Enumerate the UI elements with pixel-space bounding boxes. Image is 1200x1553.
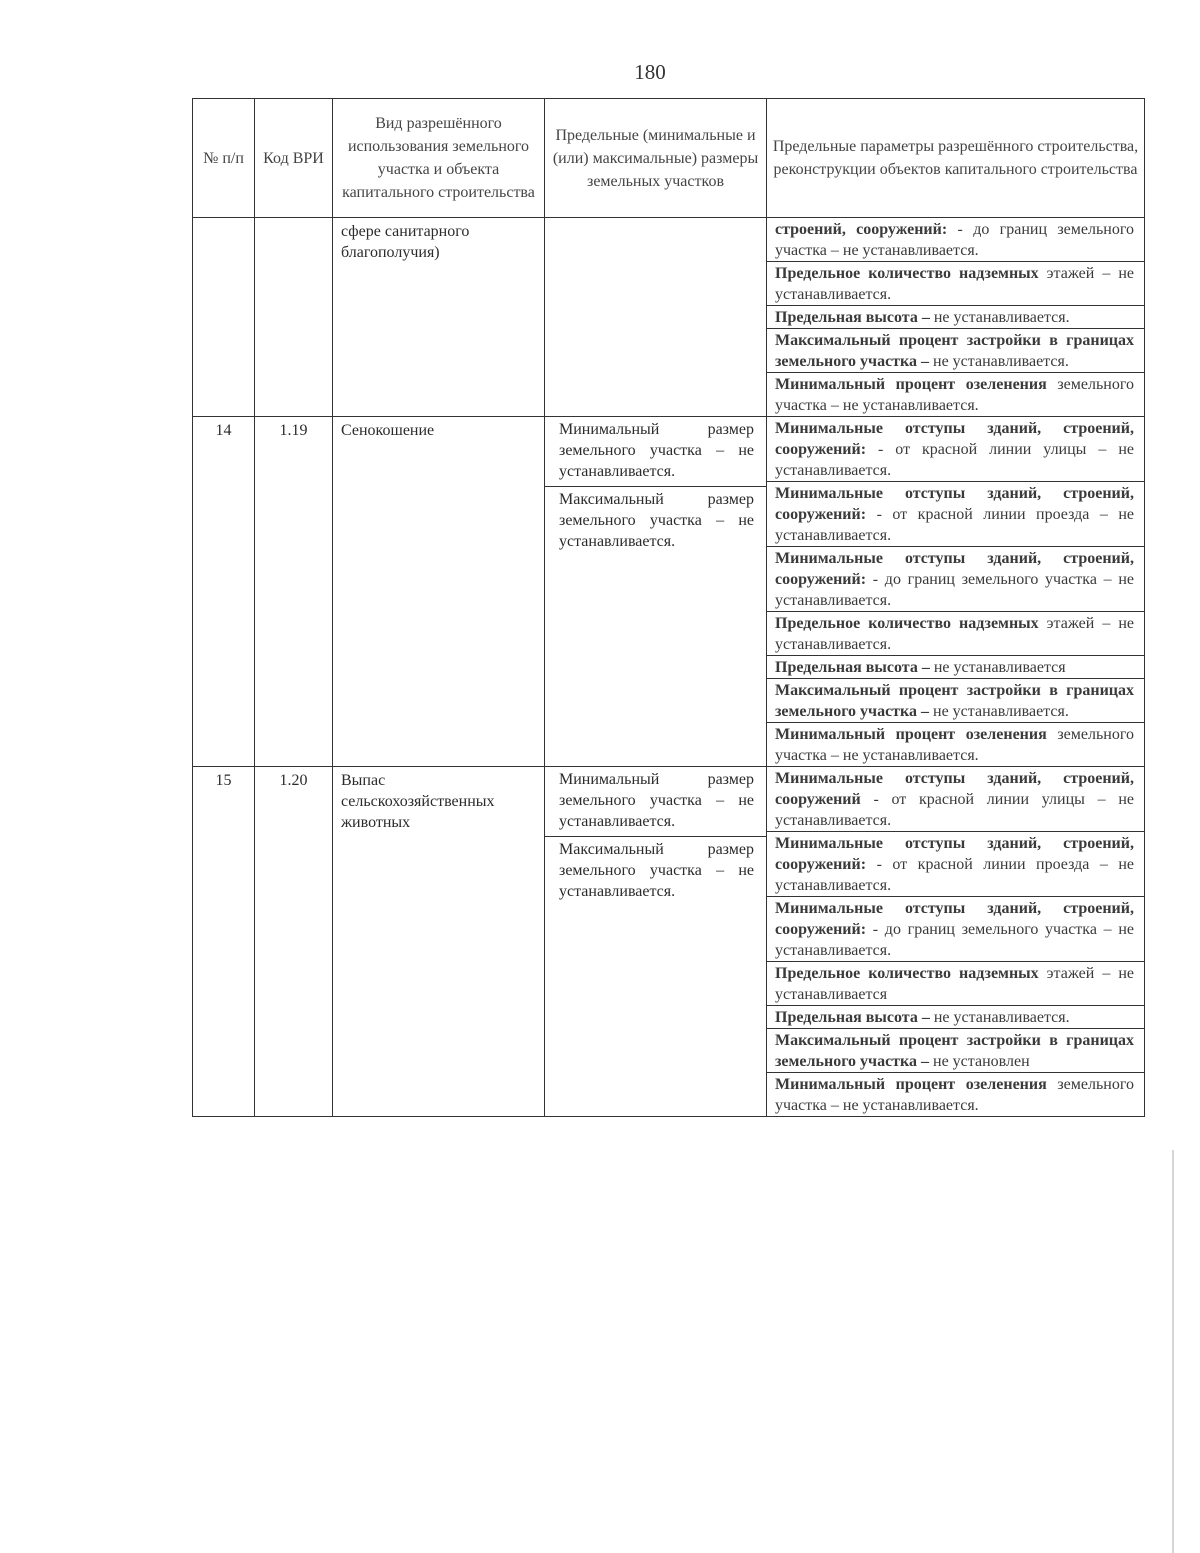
size-limit: Минимальный размер земельного участка – не устанавливается. — [559, 771, 754, 830]
param-item — [767, 261, 1144, 305]
row-use-type: Выпас сельскохозяйственных животных — [333, 767, 545, 1117]
param-value: этажей – не устанавливается — [775, 965, 1135, 1003]
param-head: Минимальные отступы зданий, строений, сооружений: — [775, 900, 1134, 938]
param-item — [767, 305, 1144, 328]
table-row — [193, 218, 1145, 417]
param-item — [767, 546, 1144, 611]
header-params: Предельные параметры разрешённого строительства, реконструкции объектов капитального строительства — [767, 99, 1145, 218]
param-item — [767, 961, 1144, 1005]
param-head: Минимальные отступы зданий, строений, сооружений: — [775, 485, 1134, 523]
scan-edge-line — [1172, 1150, 1174, 1553]
param-head: Предельная высота – — [775, 659, 930, 676]
param-item — [767, 896, 1144, 961]
param-item — [767, 655, 1144, 678]
table-header-row — [193, 99, 1145, 218]
table-row — [193, 767, 1145, 1117]
header-num: № п/п — [193, 99, 255, 218]
param-value: не устанавливается. — [933, 703, 1069, 720]
table-row — [193, 417, 1145, 767]
row-sizes — [545, 417, 767, 767]
param-head: Минимальные отступы зданий, строений, сооружений: — [775, 835, 1134, 873]
param-head: Предельная высота – — [775, 1009, 930, 1026]
param-item — [767, 372, 1144, 416]
param-value: не устанавливается. — [933, 309, 1070, 326]
header-sizes: Предельные (минимальные и (или) максимальные) размеры земельных участков — [545, 99, 767, 218]
param-value: - от красной линии проезда – не устанавливается. — [775, 856, 1134, 894]
param-head: Предельное количество надземных — [775, 965, 1039, 982]
row-params — [767, 218, 1145, 417]
param-item — [767, 1072, 1144, 1116]
param-value: этажей – не устанавливается. — [775, 265, 1135, 303]
param-value: - до границ земельного участка – не устанавливается. — [775, 921, 1134, 959]
param-head: Минимальные отступы зданий, строений, сооружений: — [775, 420, 1134, 458]
row-code: 1.19 — [255, 417, 333, 767]
param-value: - от красной линии проезда – не устанавливается. — [775, 506, 1134, 544]
header-code: Код ВРИ — [255, 99, 333, 218]
param-item — [767, 831, 1144, 896]
param-head: Минимальный процент озеленения — [775, 1076, 1047, 1093]
param-item — [767, 481, 1144, 546]
regulations-table — [192, 98, 1145, 1117]
param-head: строений, сооружений: — [775, 221, 948, 238]
row-sizes — [545, 767, 767, 1117]
param-value: - до границ земельного участка – не устанавливается. — [775, 221, 1134, 259]
param-head: Минимальные отступы зданий, строений, сооружений — [775, 770, 1134, 808]
size-limit: Минимальный размер земельного участка – не устанавливается. — [559, 421, 754, 480]
param-value: земельного участка – не устанавливается. — [775, 376, 1135, 414]
param-value: земельного участка – не устанавливается. — [775, 1076, 1135, 1114]
row-use-type: Сенокошение — [333, 417, 545, 767]
table-body — [193, 218, 1145, 1117]
param-item — [767, 1028, 1144, 1072]
row-params — [767, 767, 1145, 1117]
param-item — [767, 1005, 1144, 1028]
param-item — [767, 328, 1144, 372]
size-limit: Максимальный размер земельного участка – не устанавливается. — [545, 836, 766, 906]
row-use-type: сфере санитарного благополучия) — [333, 218, 545, 417]
param-item — [767, 722, 1144, 766]
row-number: 14 — [193, 417, 255, 767]
param-value: не устанавливается. — [933, 1009, 1070, 1026]
param-value: - до границ земельного участка – не устанавливается. — [775, 571, 1134, 609]
row-sizes — [545, 218, 767, 417]
header-use: Вид разрешённого использования земельного участка и объекта капитального строительства — [333, 99, 545, 218]
row-code: 1.20 — [255, 767, 333, 1117]
param-value: - от красной линии улицы – не устанавливается. — [775, 441, 1134, 479]
param-item — [767, 767, 1144, 831]
param-item — [767, 218, 1144, 261]
page-number: 180 — [634, 60, 666, 84]
size-limit: Максимальный размер земельного участка – не устанавливается. — [545, 486, 766, 556]
row-params — [767, 417, 1145, 767]
param-value: земельного участка – не устанавливается. — [775, 726, 1135, 764]
row-number — [193, 218, 255, 417]
param-head: Предельное количество надземных — [775, 615, 1039, 632]
param-head: Предельная высота – — [775, 309, 930, 326]
param-value: - от красной линии улицы – не устанавливается. — [775, 791, 1135, 829]
param-head: Минимальный процент озеленения — [775, 726, 1047, 743]
param-item — [767, 611, 1144, 655]
param-item — [767, 678, 1144, 722]
param-item — [767, 417, 1144, 481]
param-value: этажей – не устанавливается. — [775, 615, 1135, 653]
param-value: не установлен — [933, 1053, 1030, 1070]
param-value: не устанавливается. — [933, 353, 1069, 370]
param-head: Максимальный процент застройки в границах земельного участка – — [775, 332, 1134, 370]
param-head: Максимальный процент застройки в границах земельного участка – — [775, 1032, 1134, 1070]
param-head: Минимальный процент озеленения — [775, 376, 1047, 393]
param-value: не устанавливается — [933, 659, 1066, 676]
row-code — [255, 218, 333, 417]
param-head: Максимальный процент застройки в границах земельного участка – — [775, 682, 1134, 720]
param-head: Минимальные отступы зданий, строений, сооружений: — [775, 550, 1134, 588]
row-number: 15 — [193, 767, 255, 1117]
param-head: Предельное количество надземных — [775, 265, 1039, 282]
